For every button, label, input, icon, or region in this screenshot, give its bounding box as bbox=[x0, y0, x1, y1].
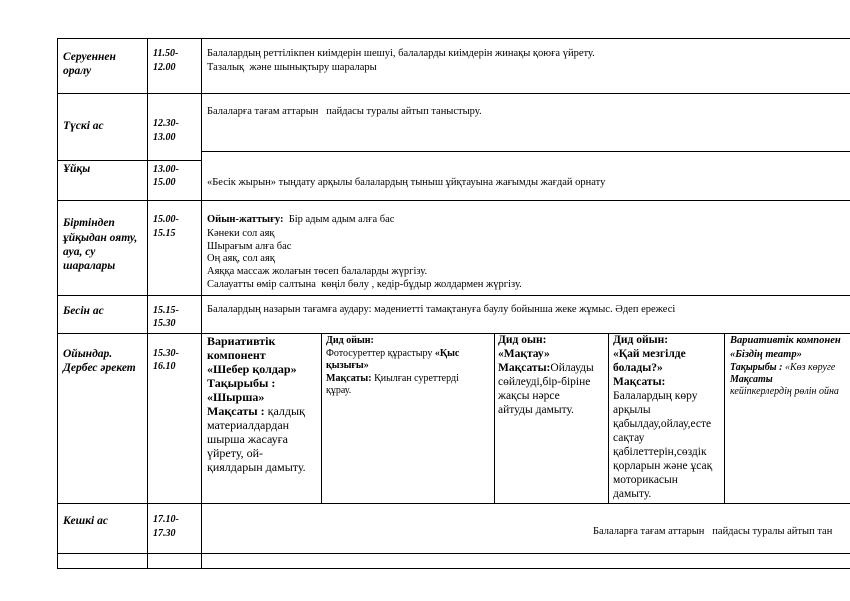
game-block-1-goal bbox=[207, 405, 305, 417]
table-row-border bbox=[57, 160, 201, 161]
row-4-description: Оң аяқ, сол аяқ bbox=[207, 253, 275, 264]
game-block-1-title: «Шебер қолдар» bbox=[207, 362, 297, 376]
row-4-activity-name: шаралары bbox=[63, 260, 116, 272]
exercise-text: Бір адым адым алға бас bbox=[283, 214, 395, 225]
game-block-2-goal bbox=[326, 374, 459, 384]
table-subcolumn-border bbox=[494, 333, 495, 503]
game-block-1-title: Вариативтік bbox=[207, 334, 276, 348]
table-row-border bbox=[57, 295, 850, 296]
game-block-1-goal: үйрету, ой- bbox=[207, 446, 264, 460]
row-7-time-range: 17.10- bbox=[153, 514, 179, 525]
table-subcolumn-border bbox=[724, 333, 725, 503]
row-5-description: Балалардың назарын тағамға аудару: мәдениетті тамақтануға баулу бойынша жеке жұмыс. Әдеп ережесі bbox=[207, 304, 676, 315]
row-1-description: Тазалық және шынықтыру шаралары bbox=[207, 62, 377, 73]
row-6-time-range: 15.30- bbox=[153, 348, 179, 359]
row-2-description: Балаларға тағам аттарын пайдасы туралы айтып таныстыру. bbox=[207, 106, 482, 117]
game-block-3-goal: айтуды дамыту. bbox=[498, 404, 574, 416]
game-block-4-goal: Балалардың көру bbox=[613, 390, 698, 402]
row-4-activity-name: ұйқыдан ояту, bbox=[63, 232, 138, 244]
table-border-bottom bbox=[57, 568, 850, 569]
table-row-border bbox=[57, 93, 850, 94]
game-block-1-goal: материалдардан bbox=[207, 418, 290, 432]
row-5-activity-name: Бесін ас bbox=[63, 305, 104, 317]
row-7-activity-name: Кешкі ас bbox=[63, 515, 108, 527]
game-block-5-goal: кейіпкерлердің рөлін ойна bbox=[730, 386, 839, 397]
game-block-1-title: компонент bbox=[207, 348, 266, 362]
game-block-2-game: қызығы» bbox=[326, 360, 369, 371]
row-6-activity-name: Ойындар. bbox=[63, 348, 113, 360]
game-block-4-goal-label: Мақсаты: bbox=[613, 376, 666, 388]
row-4-description: Шырағым алға бас bbox=[207, 241, 292, 252]
table-column-border bbox=[147, 38, 148, 569]
row-5-time-range: 15.15- bbox=[153, 305, 179, 316]
game-block-5-title: Вариативтік компонен bbox=[730, 335, 841, 346]
table-subcolumn-border bbox=[321, 333, 322, 503]
row-4-activity-name: Біртіндеп bbox=[63, 217, 115, 229]
row-7-time-range: 17.30 bbox=[153, 528, 176, 539]
goal-label: Мақсаты: bbox=[326, 373, 372, 384]
game-block-4-game: болады?» bbox=[613, 362, 663, 374]
game-block-4-goal: сақтау bbox=[613, 432, 645, 444]
game-block-3-goal: жақсы нәрсе bbox=[498, 390, 560, 402]
game-block-5-title: «Біздің театр» bbox=[730, 349, 802, 360]
game-block-2-game bbox=[326, 349, 459, 359]
row-5-time-range: 15.30 bbox=[153, 318, 176, 329]
game-block-1-topic: «Шырша» bbox=[207, 390, 265, 404]
game-prefix: Фотосуреттер құрастыру bbox=[326, 348, 435, 359]
table-row-border bbox=[57, 553, 850, 554]
game-name: «Қыс bbox=[434, 348, 460, 359]
game-block-5-goal-label: Мақсаты bbox=[730, 374, 773, 385]
topic-text: «Көз көруге bbox=[782, 362, 836, 373]
game-block-1-topic-label: Тақырыбы : bbox=[207, 376, 276, 390]
goal-text: Қиылған суреттерді bbox=[371, 373, 459, 384]
row-3-activity-name: Ұйқы bbox=[63, 163, 91, 175]
row-4-description: Аяққа массаж жолағын төсеп балаларды жүргізу. bbox=[207, 266, 428, 277]
table-row-border bbox=[201, 151, 850, 152]
table-row-border bbox=[57, 333, 850, 334]
row-4-time-range: 15.00- bbox=[153, 214, 179, 225]
row-3-description: «Бесік жырын» тыңдату арқылы балалардың тыныш ұйқтауына жағымды жағдай орнату bbox=[207, 177, 606, 188]
table-border-top bbox=[57, 38, 850, 39]
row-6-activity-name: Дербес әрекет bbox=[63, 362, 136, 374]
table-subcolumn-border bbox=[608, 333, 609, 503]
goal-label: Мақсаты: bbox=[498, 362, 551, 374]
row-3-time-range: 13.00- bbox=[153, 164, 179, 175]
game-block-4-goal: қабілеттерін,сөздік bbox=[613, 446, 707, 458]
row-1-time-range: 11.50- bbox=[153, 48, 179, 59]
game-block-4-goal: арқылы bbox=[613, 404, 651, 416]
game-block-4-goal: моторикасын bbox=[613, 474, 678, 486]
game-block-1-goal: қиялдарын дамыту. bbox=[207, 460, 306, 474]
row-4-description: Кәнеки сол аяқ bbox=[207, 228, 275, 239]
table-column-border bbox=[201, 38, 202, 569]
topic-label: Тақырыбы : bbox=[730, 362, 783, 373]
game-block-4-game: «Қай мезгілде bbox=[613, 348, 686, 360]
row-1-activity-name: Серуеннен bbox=[63, 51, 116, 63]
game-block-4-goal: дамыту. bbox=[613, 488, 652, 500]
game-block-3-title: Дид оын: bbox=[498, 334, 547, 346]
game-block-3-goal bbox=[498, 363, 594, 375]
row-7-description: Балаларға тағам аттарын пайдасы туралы айтып тан bbox=[593, 526, 833, 537]
game-block-1-goal: шырша жасауға bbox=[207, 432, 288, 446]
row-4-time-range: 15.15 bbox=[153, 228, 176, 239]
goal-text: қалдық bbox=[264, 404, 305, 418]
game-block-3-goal: сөйлеуді,бір-біріне bbox=[498, 376, 591, 388]
game-block-3-game: «Мақтау» bbox=[498, 348, 550, 360]
row-1-description: Балалардың реттілікпен киімдерін шешуі, балаларды киімдерін жинақы қоюға үйрету. bbox=[207, 48, 595, 59]
table-row-border bbox=[57, 200, 850, 201]
row-1-activity-name: оралу bbox=[63, 65, 92, 77]
row-4-activity-name: ауа, су bbox=[63, 246, 96, 258]
row-2-time-range: 12.30- bbox=[153, 118, 179, 129]
game-block-4-title: Дид ойын: bbox=[613, 334, 669, 346]
row-2-time-range: 13.00 bbox=[153, 132, 176, 143]
table-row-border bbox=[57, 503, 850, 504]
game-block-4-goal: қабылдау,ойлау,есте bbox=[613, 418, 712, 430]
goal-label: Мақсаты : bbox=[207, 404, 265, 418]
exercise-label: Ойын-жаттығу: bbox=[207, 214, 284, 225]
goal-text: Ойлауды bbox=[550, 362, 594, 374]
row-1-time-range: 12.00 bbox=[153, 62, 176, 73]
row-4-description: Салауатты өмір салтына көңіл бөлу , кедір-бұдыр жолдармен жүргізу. bbox=[207, 279, 522, 290]
table-border-left bbox=[57, 38, 58, 569]
game-block-2-goal: құрау. bbox=[326, 385, 352, 396]
row-2-activity-name: Түскі ас bbox=[63, 120, 104, 132]
game-block-5-topic bbox=[730, 363, 835, 373]
row-4-description bbox=[207, 215, 394, 226]
game-block-4-goal: қорларын және ұсақ bbox=[613, 460, 713, 472]
row-3-time-range: 15.00 bbox=[153, 177, 176, 188]
game-block-2-title: Дид ойын: bbox=[326, 335, 374, 346]
row-6-time-range: 16.10 bbox=[153, 361, 176, 372]
